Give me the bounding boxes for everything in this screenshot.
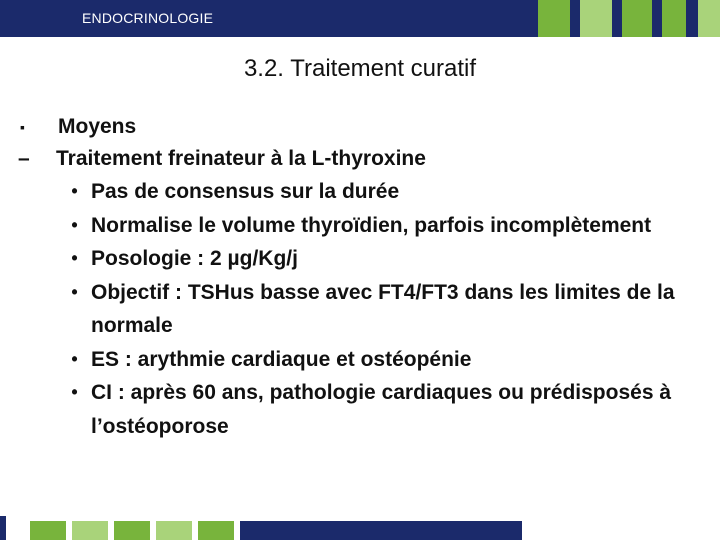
list-item-text: ES : arythmie cardiaque et ostéopénie	[91, 347, 472, 371]
footer-decoration-block-4	[114, 521, 150, 540]
list-item	[18, 209, 708, 243]
list-item	[18, 376, 708, 443]
header-decoration-block-4	[662, 0, 686, 37]
list-item-text: Objectif : TSHus basse avec FT4/FT3 dans les limites de la normale	[91, 280, 675, 337]
footer-decoration-block-2	[30, 521, 66, 540]
footer-bar	[240, 521, 522, 540]
footer-decoration-block-1	[0, 516, 6, 540]
level2-text: Traitement freinateur à la L-thyroxine	[56, 147, 426, 170]
square-bullet-icon: ▪	[20, 119, 25, 135]
dot-bullet-icon: •	[71, 281, 78, 302]
list-item-text: Normalise le volume thyroïdien, parfois incomplètement	[91, 213, 652, 237]
slide-title: 3.2. Traitement curatif	[243, 55, 477, 82]
footer-decoration-block-6	[198, 521, 234, 540]
list-item	[18, 242, 708, 276]
footer-decoration-block-5	[156, 521, 192, 540]
level1-text: Moyens	[58, 115, 137, 138]
header-bar	[0, 0, 720, 37]
dot-bullet-icon: •	[71, 181, 78, 201]
list-item-text: CI : après 60 ans, pathologie cardiaques ou prédisposés à l’ostéoporose	[91, 381, 672, 438]
level1-item	[18, 111, 708, 143]
header-decoration-block-2	[580, 0, 612, 37]
list-item	[18, 276, 708, 343]
footer-decoration-block-3	[72, 521, 108, 540]
header-decoration-block-5	[698, 0, 720, 37]
list-item	[18, 175, 708, 209]
list-item-text: Pas de consensus sur la durée	[91, 180, 400, 203]
dot-bullet-icon: •	[71, 348, 78, 369]
level2-item	[18, 143, 708, 175]
dot-bullet-icon: •	[71, 248, 78, 268]
dot-bullet-icon: •	[71, 214, 78, 235]
dash-bullet-icon: –	[18, 147, 30, 170]
header-label: ENDOCRINOLOGIE	[82, 10, 214, 26]
header-decoration-block-1	[538, 0, 570, 37]
slide-body	[18, 111, 708, 443]
list-item-text: Posologie : 2 µg/Kg/j	[91, 247, 298, 270]
dot-bullet-icon: •	[71, 382, 78, 402]
list-item	[18, 343, 708, 377]
header-decoration-block-3	[622, 0, 652, 37]
